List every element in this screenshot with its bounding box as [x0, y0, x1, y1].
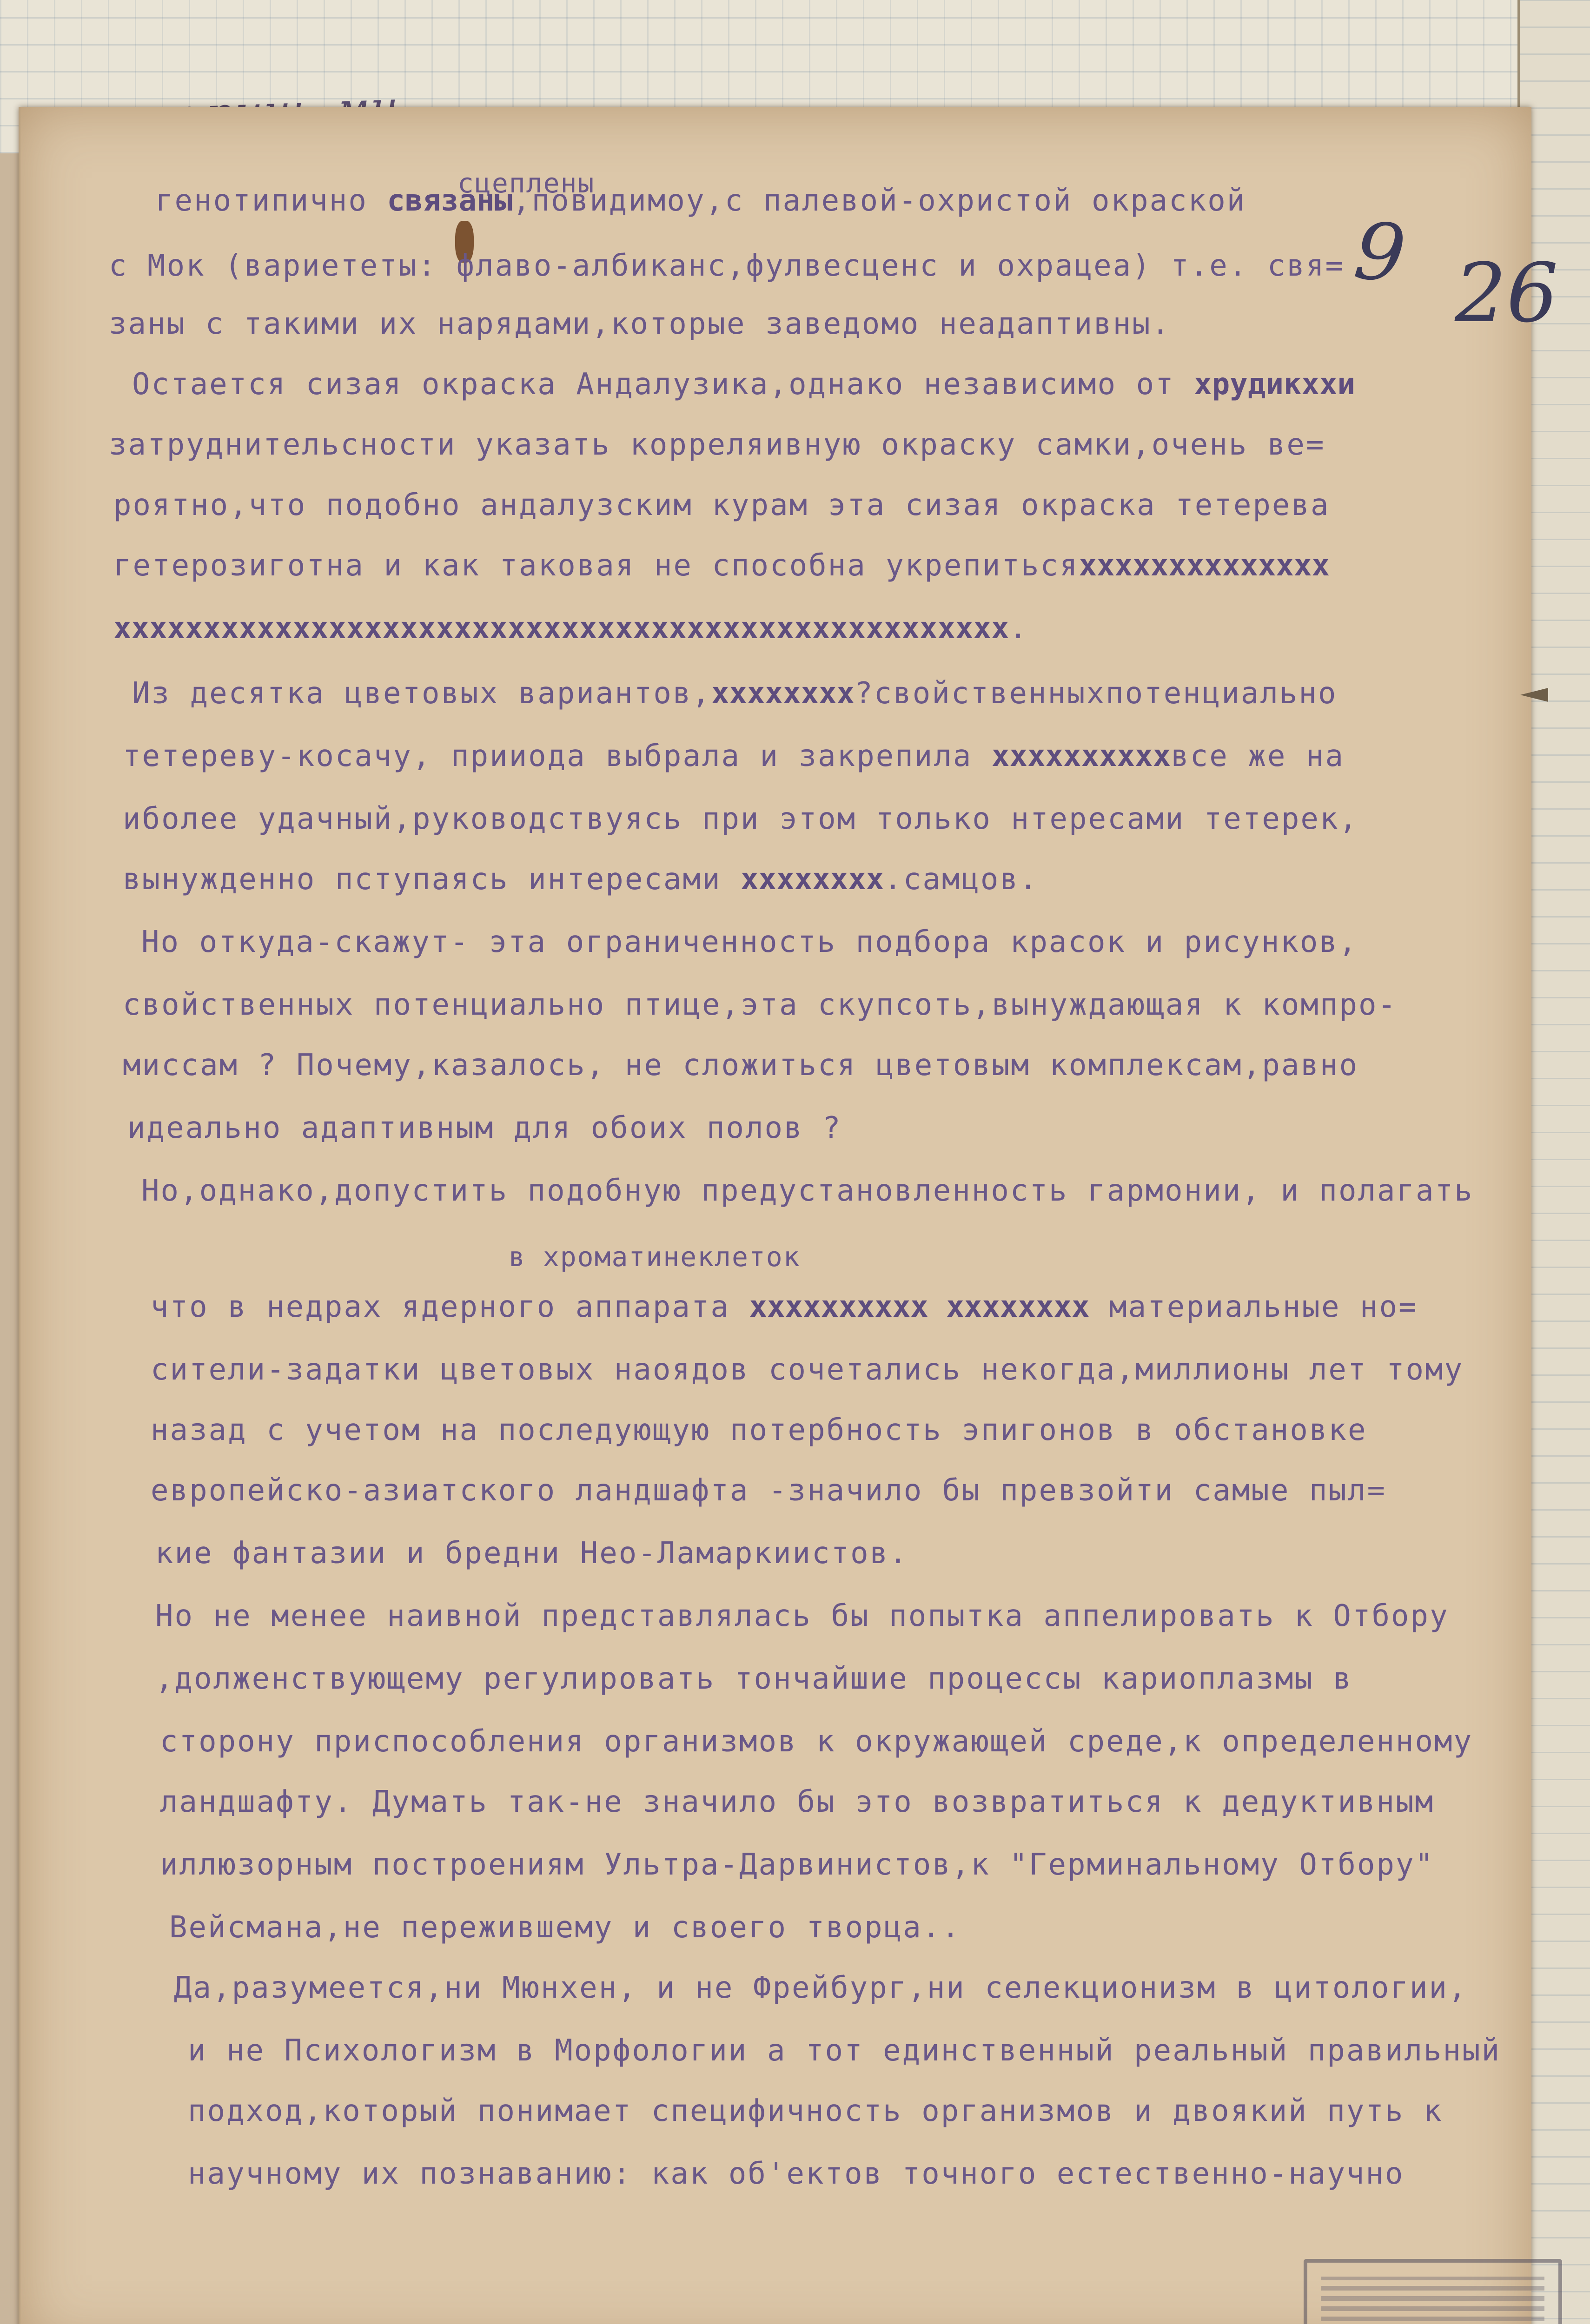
typed-line — [113, 611, 1028, 646]
typed-line — [123, 862, 1039, 897]
typed-line — [151, 1413, 1367, 1447]
struck-out-text: хххххххх — [711, 676, 855, 711]
line-text: Из десятка цветовых вариантов, — [132, 676, 711, 711]
line-text: .самцов. — [884, 862, 1039, 897]
typed-line — [174, 1971, 1468, 2005]
line-text: сторону приспособления организмов к окружающей среде,к определенному — [160, 1724, 1473, 1759]
typed-line — [123, 1048, 1358, 1083]
typed-line — [123, 802, 1358, 836]
struck-out-text: хххххххххх — [991, 739, 1171, 773]
typed-line — [109, 249, 1345, 283]
typed-line — [113, 548, 1330, 583]
typed-line — [132, 367, 1355, 402]
typewritten-page — [19, 107, 1558, 2324]
line-text: миссам ? Почему,казалось, не сложиться цветовым комплексам,равно — [123, 1048, 1358, 1083]
typed-line — [160, 1785, 1434, 1819]
typed-line — [109, 307, 1171, 341]
line-text: Но,однако,допустить подобную предустановленность гармонии, и полагать — [141, 1174, 1474, 1208]
typed-line — [155, 184, 1246, 218]
typed-line — [109, 428, 1325, 462]
typed-line — [155, 1599, 1449, 1633]
struck-out-text: хрудикххи — [1194, 367, 1355, 402]
typed-line — [141, 1174, 1474, 1208]
line-text: роятно,что подобно андалузским курам эта сизая окраска тетерева — [113, 488, 1330, 522]
line-text: Но не менее наивной представлялась бы попытка аппелировать к Отбору — [155, 1599, 1449, 1633]
archive-stamp — [1304, 2259, 1562, 2324]
struck-out-text: хххххххх — [741, 862, 884, 897]
line-text: и не Психологизм в Морфологии а тот единственный реальный правильный — [188, 2034, 1501, 2068]
line-text: идеально адаптивным для обоих полов ? — [127, 1111, 842, 1145]
line-text: все же на — [1171, 739, 1345, 773]
line-text: затруднительсности указать корреляивную окраску самки,очень ве= — [109, 428, 1325, 462]
typed-line — [151, 1473, 1386, 1508]
typed-line — [123, 988, 1397, 1022]
struck-out-text: хххххххххххххх — [1079, 548, 1330, 583]
line-text: кие фантазии и бредни Нео-Ламаркиистов. — [155, 1536, 908, 1571]
line-text: . — [1009, 611, 1029, 646]
folio-number-a: 9 — [1350, 204, 1410, 302]
line-text: с Мок (вариететы: флаво-албиканс,фулвесценс и охрацеа) т.е. свя= — [109, 249, 1345, 283]
line-text: ландшафту. Думать так-не значило бы это возвратиться к дедуктивным — [160, 1785, 1435, 1819]
typed-line — [160, 1848, 1434, 1882]
interlinear-insert-mid: в хроматинеклеток — [509, 1241, 801, 1273]
line-text: ,долженствующему регулировать тончайшие процессы кариоплазмы в — [155, 1662, 1352, 1696]
typed-line — [188, 2094, 1443, 2128]
line-text: научному их познаванию: как об'ектов точного естественно-научно — [188, 2157, 1404, 2191]
typed-line — [141, 925, 1358, 959]
folio-number-b: 26 — [1455, 246, 1558, 341]
line-text: иболее удачный,руководствуясь при этом только нтересами тетерек, — [123, 802, 1358, 836]
line-text: ?свойственныхпотенциально — [855, 676, 1338, 711]
struck-out-text: связаны — [387, 184, 513, 218]
typed-line — [155, 1536, 908, 1571]
line-text: иллюзорным построениям Ультра-Дарвинистов,к "Герминальному Отбору" — [160, 1848, 1435, 1882]
typed-line — [188, 2157, 1404, 2191]
typed-line — [188, 2034, 1501, 2068]
typed-line — [113, 488, 1330, 522]
line-text: Да,разумеется,ни Мюнхен, и не Фрейбург,ни селекционизм в цитологии, — [174, 1971, 1468, 2005]
typed-line — [132, 676, 1337, 711]
typed-line — [151, 1290, 1418, 1324]
line-text: генотипично — [155, 184, 387, 218]
line-text: сители-задатки цветовых наоядов сочетались некогда,миллионы лет тому — [151, 1353, 1464, 1387]
line-text: Вейсмана,не пережившему и своего творца.. — [169, 1910, 961, 1945]
archive-stamp-text-block — [1321, 2277, 1544, 2324]
struck-out-text: хххххххххх хххххххх — [749, 1290, 1090, 1324]
typed-line — [169, 1910, 961, 1945]
struck-out-text: хххххххххххххххххххххххххххххххххххххххххххххххххх — [113, 611, 1009, 646]
line-text: вынужденно пступаясь интересами — [123, 862, 741, 897]
line-text: Но откуда-скажут- эта ограниченность подбора красок и рисунков, — [141, 925, 1358, 959]
typed-line — [160, 1724, 1473, 1759]
typed-line — [155, 1662, 1352, 1696]
interlinear-insert-top: сцеплены — [457, 167, 595, 199]
line-text: материальные но= — [1089, 1290, 1418, 1324]
line-text: подход,который понимает специфичность организмов и двоякий путь к — [188, 2094, 1443, 2128]
line-text: что в недрах ядерного аппарата — [151, 1290, 749, 1324]
line-text: ,повидимоу,с палевой-охристой окраской — [512, 184, 1246, 218]
line-text: тетереву-косачу, прииода выбрала и закрепила — [123, 739, 992, 773]
line-text: гетерозиготна и как таковая не способна укрепиться — [113, 548, 1079, 583]
line-text: свойственных потенциально птице,эта скупсоть,вынуждающая к компро- — [123, 988, 1398, 1022]
line-text: Остается сизая окраска Андалузика,однако независимо от — [132, 367, 1194, 402]
line-text: заны с такими их нарядами,которые заведомо неадаптивны. — [109, 307, 1171, 341]
typed-line — [127, 1111, 842, 1145]
line-text: европейско-азиатского ландшафта -значило бы превзойти самые пыл= — [151, 1473, 1386, 1508]
typed-line — [123, 739, 1345, 773]
line-text: назад с учетом на последующую потербность эпигонов в обстановке — [151, 1413, 1367, 1447]
typed-line — [151, 1353, 1464, 1387]
